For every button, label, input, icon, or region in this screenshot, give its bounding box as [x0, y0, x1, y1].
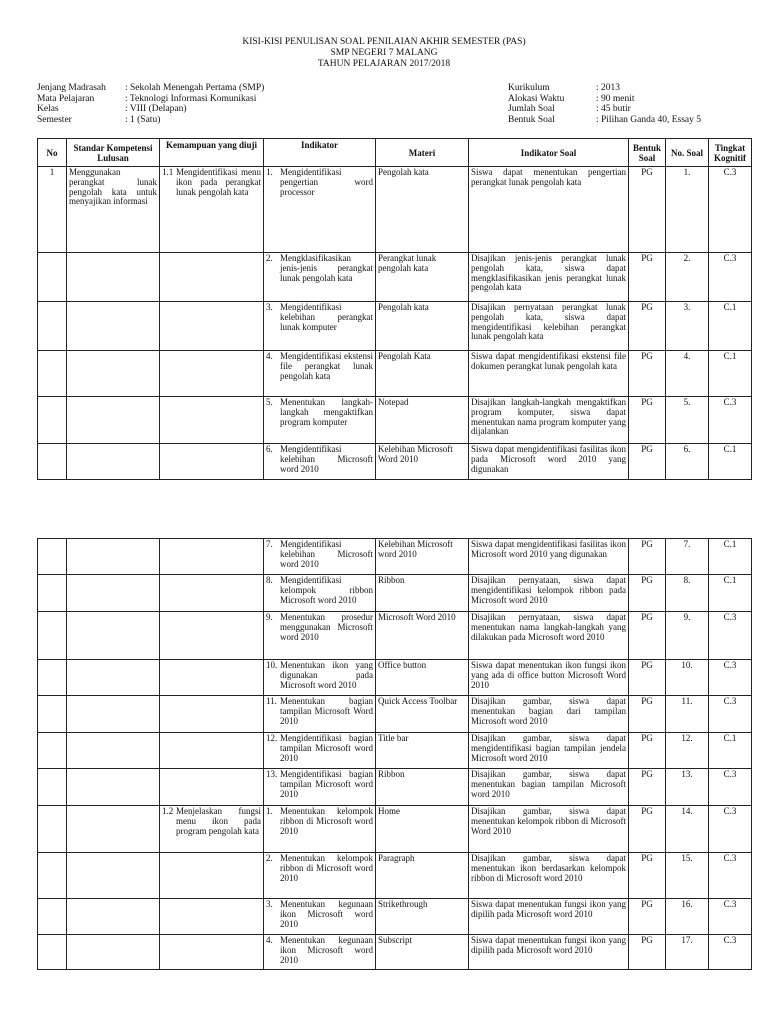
- indikator-text: Mengidentifikasi kelebihan Microsoft word 2010: [280, 444, 373, 474]
- indikator-text: Menentukan kelompok ribbon di Microsoft word 2010: [280, 806, 373, 836]
- cell-indikator-soal: Siswa dapat mengidentifikasi ekstensi file dokumen perangkat lunak pengolah kata: [469, 351, 629, 397]
- meta-row: [37, 104, 264, 115]
- cell-indikator-soal: Disajikan gambar, siswa dapat menentukan bagian dari tampilan Microsoft word 2010: [469, 696, 629, 733]
- table-row: [38, 612, 752, 660]
- indikator-number: 1.: [266, 167, 273, 177]
- cell-tingkat-kognitif: C.3: [709, 612, 752, 660]
- indikator-number: 3.: [266, 302, 273, 312]
- indikator-text: Menentukan langkah-langkah mengaktifkan program komputer: [280, 397, 373, 427]
- col-header-kd: Kemampuan yang diuji: [160, 139, 264, 167]
- meta-value: : 90 menit: [596, 93, 635, 104]
- indikator-number: 4.: [266, 935, 273, 945]
- kd-number: 1.1: [162, 167, 174, 177]
- table-row: [38, 935, 752, 970]
- table-row: [38, 806, 752, 853]
- cell-indikator: [264, 899, 376, 935]
- cell-no: [38, 853, 67, 899]
- cell-standar-kompetensi: [67, 853, 160, 899]
- cell-indikator-soal: Disajikan gambar, siswa dapat menentukan bagian tampilan Microsoft word 2010: [469, 769, 629, 806]
- kd-text: Mengidentifikasi menu ikon pada perangkat lunak pengolah kata: [176, 167, 261, 197]
- cell-no: [38, 935, 67, 970]
- cell-standar-kompetensi: [67, 806, 160, 853]
- cell-no-soal: 7.: [666, 539, 709, 575]
- cell-indikator-soal: Disajikan pernyataan perangkat lunak pengolah kata, siswa dapat mengidentifikasi kelebihan perangkat lunak pengolah kata: [469, 302, 629, 351]
- cell-kemampuan: [160, 935, 264, 970]
- col-header-materi: Materi: [376, 139, 469, 167]
- cell-no-soal: 13.: [666, 769, 709, 806]
- meta-value: : VIII (Delapan): [125, 104, 187, 114]
- cell-kemampuan: [160, 302, 264, 351]
- cell-tingkat-kognitif: C.3: [709, 853, 752, 899]
- cell-standar-kompetensi: [67, 935, 160, 970]
- cell-standar-kompetensi: [67, 733, 160, 769]
- meta-left: [37, 83, 264, 125]
- cell-standar-kompetensi: [67, 302, 160, 351]
- cell-no: [38, 769, 67, 806]
- indikator-number: 5.: [266, 397, 273, 407]
- cell-indikator: [264, 167, 376, 253]
- meta-label: Kurikulum: [508, 83, 550, 93]
- cell-kemampuan: [160, 733, 264, 769]
- cell-bentuk-soal: PG: [629, 899, 666, 935]
- cell-standar-kompetensi: [67, 539, 160, 575]
- cell-no: [38, 351, 67, 397]
- cell-indikator: [264, 935, 376, 970]
- indikator-number: 4.: [266, 351, 273, 361]
- cell-kemampuan: [160, 351, 264, 397]
- col-header-no: No: [38, 139, 67, 167]
- title-line-1: KISI-KISI PENULISAN SOAL PENILAIAN AKHIR SEMESTER (PAS): [242, 37, 526, 47]
- cell-standar-kompetensi: [67, 612, 160, 660]
- cell-kemampuan: [160, 769, 264, 806]
- cell-tingkat-kognitif: C.1: [709, 733, 752, 769]
- table-header-row: [38, 139, 752, 167]
- cell-standar-kompetensi: [67, 253, 160, 302]
- cell-no: [38, 696, 67, 733]
- col-header-indikator: Indikator: [264, 139, 376, 167]
- cell-bentuk-soal: PG: [629, 397, 666, 444]
- cell-no: [38, 660, 67, 696]
- col-header-indikator-soal: Indikator Soal: [469, 139, 629, 167]
- indikator-number: 11.: [266, 696, 277, 706]
- indikator-text: Mengidentifikasi bagian tampilan Microsoft word 2010: [280, 733, 373, 763]
- cell-indikator-soal: Siswa dapat mengidentifikasi fasilitas ikon Microsoft word 2010 yang digunakan: [469, 539, 629, 575]
- cell-indikator-soal: Disajikan gambar, siswa dapat menentukan ikon berdasarkan kelompok ribbon di Microsoft word 2010: [469, 853, 629, 899]
- table-row: [38, 167, 752, 253]
- cell-materi: Title bar: [376, 733, 469, 769]
- cell-no-soal: 2.: [666, 253, 709, 302]
- cell-indikator: [264, 660, 376, 696]
- indikator-number: 12.: [266, 733, 278, 743]
- cell-bentuk-soal: PG: [629, 696, 666, 733]
- cell-indikator-soal: Siswa dapat menentukan fungsi ikon yang dipilih pada Microsoft word 2010: [469, 935, 629, 970]
- cell-tingkat-kognitif: C.1: [709, 575, 752, 612]
- indikator-text: Mengidentifikasi pengertian word processor: [280, 167, 373, 197]
- cell-tingkat-kognitif: C.3: [709, 769, 752, 806]
- indikator-number: 8.: [266, 575, 273, 585]
- cell-no-soal: 8.: [666, 575, 709, 612]
- cell-bentuk-soal: PG: [629, 351, 666, 397]
- cell-bentuk-soal: PG: [629, 575, 666, 612]
- cell-no-soal: 11.: [666, 696, 709, 733]
- cell-indikator-soal: Siswa dapat menentukan ikon fungsi ikon yang ada di office button Microsoft Word 2010: [469, 660, 629, 696]
- table-row: [38, 351, 752, 397]
- table-row: [38, 397, 752, 444]
- cell-kemampuan: [160, 575, 264, 612]
- cell-no-soal: 16.: [666, 899, 709, 935]
- indikator-text: Menentukan kelompok ribbon di Microsoft word 2010: [280, 853, 373, 883]
- indikator-text: Mengidentifikasi kelebihan perangkat lunak komputer: [280, 302, 373, 332]
- cell-kemampuan: [160, 612, 264, 660]
- indikator-text: Mengidentifikasi bagian tampilan Microsoft word 2010: [280, 769, 373, 799]
- cell-standar-kompetensi: [67, 899, 160, 935]
- cell-materi: Ribbon: [376, 575, 469, 612]
- cell-kemampuan: [160, 444, 264, 480]
- meta-label: Mata Pelajaran: [37, 93, 95, 104]
- cell-no: [38, 302, 67, 351]
- cell-standar-kompetensi: Menggunakan perangkat lunak pengolah kata untuk menyajikan informasi: [67, 167, 160, 253]
- cell-bentuk-soal: PG: [629, 769, 666, 806]
- table-row: [38, 539, 752, 575]
- cell-materi: Perangkat lunak pengolah kata: [376, 253, 469, 302]
- meta-value: : 45 butir: [596, 104, 631, 114]
- meta-value: : 2013: [596, 83, 621, 93]
- cell-kemampuan: [160, 853, 264, 899]
- cell-materi: Strikethrough: [376, 899, 469, 935]
- cell-materi: Ribbon: [376, 769, 469, 806]
- cell-standar-kompetensi: [67, 660, 160, 696]
- meta-row: [508, 104, 701, 115]
- cell-standar-kompetensi: [67, 575, 160, 612]
- indikator-text: Menentukan kegunaan ikon Microsoft word 2010: [280, 899, 373, 929]
- cell-materi: Pengolah kata: [376, 302, 469, 351]
- indikator-number: 13.: [266, 769, 278, 779]
- table-row: [38, 769, 752, 806]
- cell-materi: Kelebihan Microsoft word 2010: [376, 539, 469, 575]
- cell-bentuk-soal: PG: [629, 302, 666, 351]
- indikator-text: Mengidentifikasi kelompok ribbon Microsoft word 2010: [280, 575, 373, 605]
- cell-tingkat-kognitif: C.1: [709, 302, 752, 351]
- cell-tingkat-kognitif: C.3: [709, 899, 752, 935]
- cell-materi: Office button: [376, 660, 469, 696]
- cell-materi: Notepad: [376, 397, 469, 444]
- meta-label: Semester: [37, 114, 72, 125]
- meta-value: : Pilihan Ganda 40, Essay 5: [596, 114, 702, 125]
- cell-indikator: [264, 351, 376, 397]
- indikator-text: Mengklasifikasikan jenis-jenis perangkat lunak pengolah kata: [280, 253, 373, 283]
- cell-indikator: [264, 733, 376, 769]
- indikator-text: Menentukan bagian tampilan Microsoft Word 2010: [280, 696, 373, 726]
- indikator-text: Menentukan kegunaan ikon Microsoft word 2010: [280, 935, 373, 965]
- cell-materi: Pengolah kata: [376, 167, 469, 253]
- indikator-number: 1.: [266, 806, 273, 816]
- cell-bentuk-soal: PG: [629, 935, 666, 970]
- cell-tingkat-kognitif: C.3: [709, 660, 752, 696]
- cell-standar-kompetensi: [67, 769, 160, 806]
- table-row: [38, 444, 752, 480]
- cell-bentuk-soal: PG: [629, 612, 666, 660]
- meta-row: [37, 94, 264, 105]
- cell-no-soal: 6.: [666, 444, 709, 480]
- cell-indikator: [264, 853, 376, 899]
- cell-no: [38, 444, 67, 480]
- cell-materi: Pengolah Kata: [376, 351, 469, 397]
- meta-right: [508, 83, 701, 125]
- table-row: [38, 696, 752, 733]
- cell-kemampuan: [160, 397, 264, 444]
- cell-bentuk-soal: PG: [629, 539, 666, 575]
- indikator-number: 10.: [266, 660, 278, 670]
- cell-no: [38, 806, 67, 853]
- cell-kemampuan: [160, 806, 264, 853]
- title-line-3: TAHUN PELAJARAN 2017/2018: [317, 59, 451, 69]
- cell-no-soal: 5.: [666, 397, 709, 444]
- cell-bentuk-soal: PG: [629, 733, 666, 769]
- cell-indikator: [264, 253, 376, 302]
- meta-row: [37, 115, 264, 126]
- cell-indikator: [264, 539, 376, 575]
- cell-indikator: [264, 696, 376, 733]
- meta-label: Jenjang Madrasah: [37, 83, 106, 93]
- kd-text: Menjelaskan fungsi menu ikon pada program pengolah kata: [176, 806, 261, 836]
- cell-materi: Microsoft Word 2010: [376, 612, 469, 660]
- meta-row: [508, 83, 701, 94]
- cell-indikator: [264, 575, 376, 612]
- title-line-2: SMP NEGERI 7 MALANG: [330, 48, 438, 58]
- table-row: [38, 253, 752, 302]
- cell-standar-kompetensi: [67, 696, 160, 733]
- meta-label: Bentuk Soal: [508, 114, 555, 125]
- indikator-number: 2.: [266, 853, 273, 863]
- col-header-no-soal: No. Soal: [666, 139, 709, 167]
- cell-no-soal: 15.: [666, 853, 709, 899]
- indikator-number: 3.: [266, 899, 273, 909]
- meta-label: Jumlah Soal: [508, 104, 555, 114]
- table-row: [38, 575, 752, 612]
- meta-value: : Teknologi Informasi Komunikasi: [125, 93, 257, 104]
- cell-bentuk-soal: PG: [629, 853, 666, 899]
- cell-indikator: [264, 769, 376, 806]
- indikator-number: 2.: [266, 253, 273, 263]
- cell-bentuk-soal: PG: [629, 806, 666, 853]
- cell-no-soal: 14.: [666, 806, 709, 853]
- cell-no-soal: 1.: [666, 167, 709, 253]
- cell-tingkat-kognitif: C.3: [709, 935, 752, 970]
- cell-indikator-soal: Disajikan langkah-langkah mengaktifkan program komputer, siswa dapat menentukan nama program komputer yang dijalankan: [469, 397, 629, 444]
- cell-no-soal: 9.: [666, 612, 709, 660]
- meta-label: Kelas: [37, 104, 59, 114]
- cell-no-soal: 3.: [666, 302, 709, 351]
- indikator-text: Menentukan prosedur menggunakan Microsoft word 2010: [280, 612, 373, 642]
- table-row: [38, 660, 752, 696]
- cell-materi: Paragraph: [376, 853, 469, 899]
- meta-value: : 1 (Satu): [125, 114, 161, 125]
- table-row: [38, 302, 752, 351]
- cell-bentuk-soal: PG: [629, 253, 666, 302]
- meta-row: [37, 83, 264, 94]
- indikator-text: Mengidentifikasi ekstensi file perangkat lunak pengolah kata: [280, 351, 373, 381]
- table-row: [38, 733, 752, 769]
- cell-bentuk-soal: PG: [629, 444, 666, 480]
- indikator-number: 9.: [266, 612, 273, 622]
- meta-row: [508, 115, 701, 126]
- cell-indikator-soal: Disajikan jenis-jenis perangkat lunak pengolah kata, siswa dapat mengklasifikasikan jenis perangkat lunak pengolah kata: [469, 253, 629, 302]
- cell-indikator: [264, 806, 376, 853]
- cell-kemampuan: [160, 539, 264, 575]
- cell-no: [38, 612, 67, 660]
- cell-materi: Kelebihan Microsoft Word 2010: [376, 444, 469, 480]
- cell-tingkat-kognitif: C.3: [709, 253, 752, 302]
- table-row: [38, 899, 752, 935]
- cell-indikator-soal: Siswa dapat mengidentifikasi fasilitas ikon pada Microsoft word 2010 yang digunakan: [469, 444, 629, 480]
- cell-standar-kompetensi: [67, 397, 160, 444]
- col-header-bentuk: Bentuk Soal: [629, 139, 666, 167]
- meta-label: Alokasi Waktu: [508, 93, 565, 104]
- cell-no: [38, 539, 67, 575]
- cell-indikator: [264, 444, 376, 480]
- cell-tingkat-kognitif: C.1: [709, 539, 752, 575]
- cell-bentuk-soal: PG: [629, 167, 666, 253]
- cell-indikator-soal: Disajikan gambar, siswa dapat mengidentifikasi bagian tampilan jendela Microsoft word 2010: [469, 733, 629, 769]
- cell-tingkat-kognitif: C.3: [709, 167, 752, 253]
- cell-tingkat-kognitif: C.3: [709, 696, 752, 733]
- cell-no: [38, 575, 67, 612]
- meta-value: : Sekolah Menengah Pertama (SMP): [125, 83, 265, 93]
- cell-no: [38, 397, 67, 444]
- cell-kemampuan: [160, 253, 264, 302]
- cell-indikator-soal: Disajikan pernyataan, siswa dapat menentukan nama langkah-langkah yang dilakukan pada Microsoft word 2010: [469, 612, 629, 660]
- cell-no: 1: [38, 167, 67, 253]
- cell-indikator-soal: Siswa dapat menentukan fungsi ikon yang dipilih pada Microsoft word 2010: [469, 899, 629, 935]
- kisi-kisi-table-page-2: [37, 538, 752, 970]
- cell-kemampuan: [160, 660, 264, 696]
- cell-kemampuan: [160, 167, 264, 253]
- cell-no-soal: 17.: [666, 935, 709, 970]
- col-header-tingkat: Tingkat Kognitif: [709, 139, 752, 167]
- cell-kemampuan: [160, 899, 264, 935]
- cell-tingkat-kognitif: C.1: [709, 444, 752, 480]
- cell-indikator-soal: Disajikan gambar, siswa dapat menentukan kelompok ribbon di Microsoft Word 2010: [469, 806, 629, 853]
- cell-materi: Subscript: [376, 935, 469, 970]
- indikator-text: Menentukan ikon yang digunakan pada Microsoft word 2010: [280, 660, 373, 690]
- cell-no: [38, 899, 67, 935]
- cell-tingkat-kognitif: C.3: [709, 397, 752, 444]
- meta-row: [508, 94, 701, 105]
- cell-indikator-soal: Disajikan pernyataan, siswa dapat mengidentifikasi kelompok ribbon pada Microsoft word 2010: [469, 575, 629, 612]
- kd-number: 1.2: [162, 806, 174, 816]
- cell-standar-kompetensi: [67, 351, 160, 397]
- cell-indikator-soal: Siswa dapat menentukan pengertian perangkat lunak pengolah kata: [469, 167, 629, 253]
- cell-indikator: [264, 397, 376, 444]
- cell-materi: Quick Access Toolbar: [376, 696, 469, 733]
- indikator-number: 7.: [266, 539, 273, 549]
- indikator-text: Mengidentifikasi kelebihan Microsoft word 2010: [280, 539, 373, 569]
- cell-materi: Home: [376, 806, 469, 853]
- kisi-kisi-table-page-1: [37, 138, 752, 480]
- col-header-sk: Standar Kompetensi Lulusan: [67, 139, 160, 167]
- cell-no-soal: 4.: [666, 351, 709, 397]
- document-header: [0, 37, 768, 70]
- cell-no: [38, 253, 67, 302]
- cell-bentuk-soal: PG: [629, 660, 666, 696]
- cell-no-soal: 12.: [666, 733, 709, 769]
- cell-indikator: [264, 302, 376, 351]
- cell-tingkat-kognitif: C.1: [709, 351, 752, 397]
- indikator-number: 6.: [266, 444, 273, 454]
- cell-indikator: [264, 612, 376, 660]
- cell-kemampuan: [160, 696, 264, 733]
- cell-tingkat-kognitif: C.3: [709, 806, 752, 853]
- table-row: [38, 853, 752, 899]
- cell-standar-kompetensi: [67, 444, 160, 480]
- cell-no: [38, 733, 67, 769]
- cell-no-soal: 10.: [666, 660, 709, 696]
